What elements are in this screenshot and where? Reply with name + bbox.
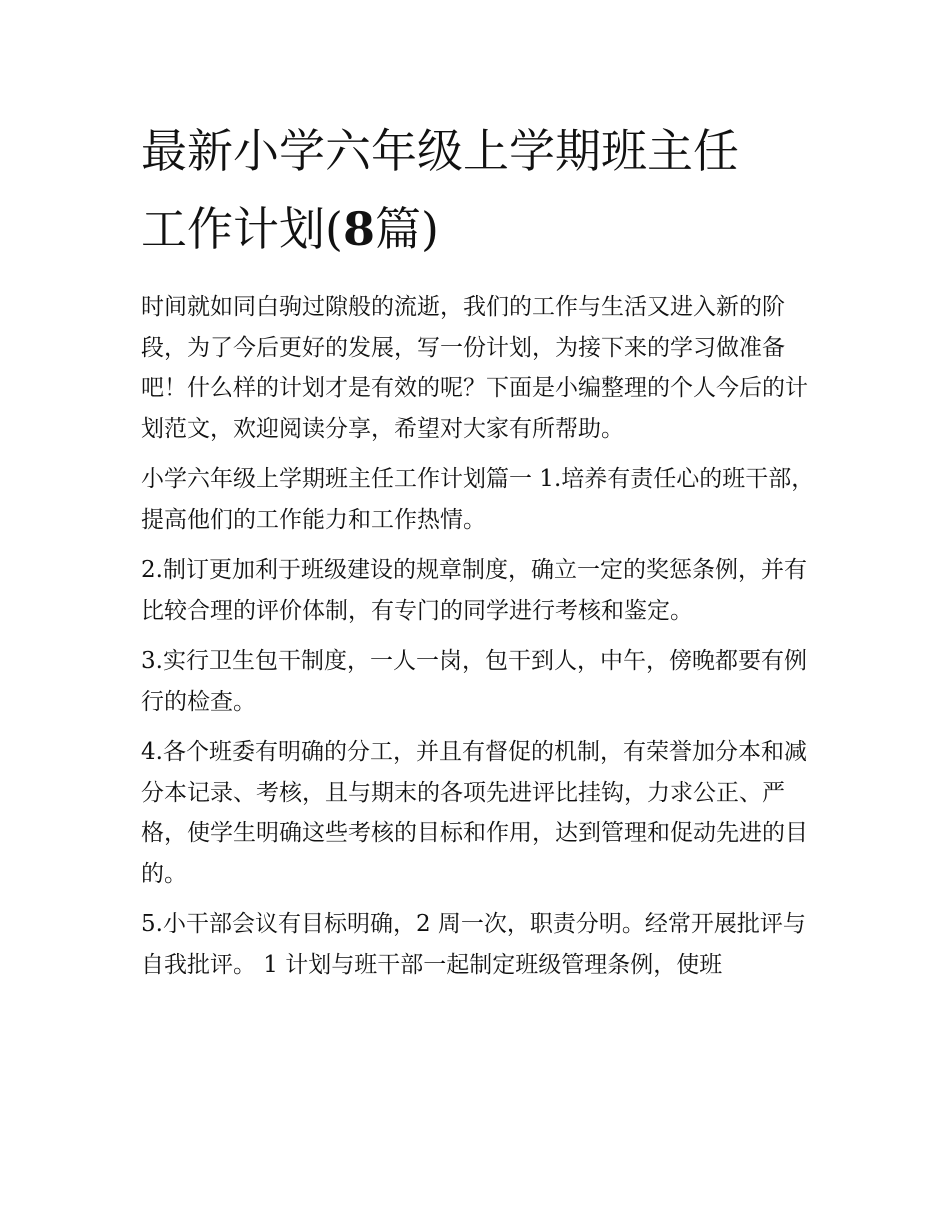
title-line-2-suffix: 篇)	[374, 202, 439, 256]
title-line-1: 最新小学六年级上学期班主任	[141, 124, 739, 178]
plan-item-3: 3.实行卫生包干制度，一人一岗，包干到人，中午，傍晚都要有例行的检查。	[141, 648, 807, 715]
document-body	[141, 287, 821, 995]
plan-item-4: 4.各个班委有明确的分工，并且有督促的机制，有荣誉加分本和减分本记录、考核，且与期末的各项先进评比挂钩，力求公正、严格，使学生明确这些考核的目标和作用，达到管理和促动先进的目的。	[141, 739, 808, 887]
intro-paragraph: 时间就如同白驹过隙般的流逝，我们的工作与生活又进入新的阶段，为了今后更好的发展，写一份计划，为接下来的学习做准备吧！什么样的计划才是有效的呢？下面是小编整理的个人今后的计划范文，欢迎阅读分享，希望对大家有所帮助。	[141, 294, 808, 442]
title-line-2-prefix: 工作计划(	[141, 202, 343, 256]
plan-item-5: 5.小干部会议有目标明确，2 周一次，职责分明。经常开展批评与自我批评。 1 计划与班干部一起制定班级管理条例，使班	[141, 911, 806, 978]
title-count: 8	[342, 202, 375, 256]
document-page	[141, 112, 821, 995]
plan-item-2: 2.制订更加利于班级建设的规章制度，确立一定的奖惩条例，并有比较合理的评价体制，有专门的同学进行考核和鉴定。	[141, 557, 807, 624]
document-title	[141, 112, 821, 268]
plan-item-1: 小学六年级上学期班主任工作计划篇一 1.培养有责任心的班干部，提高他们的工作能力和工作热情。	[141, 466, 815, 533]
